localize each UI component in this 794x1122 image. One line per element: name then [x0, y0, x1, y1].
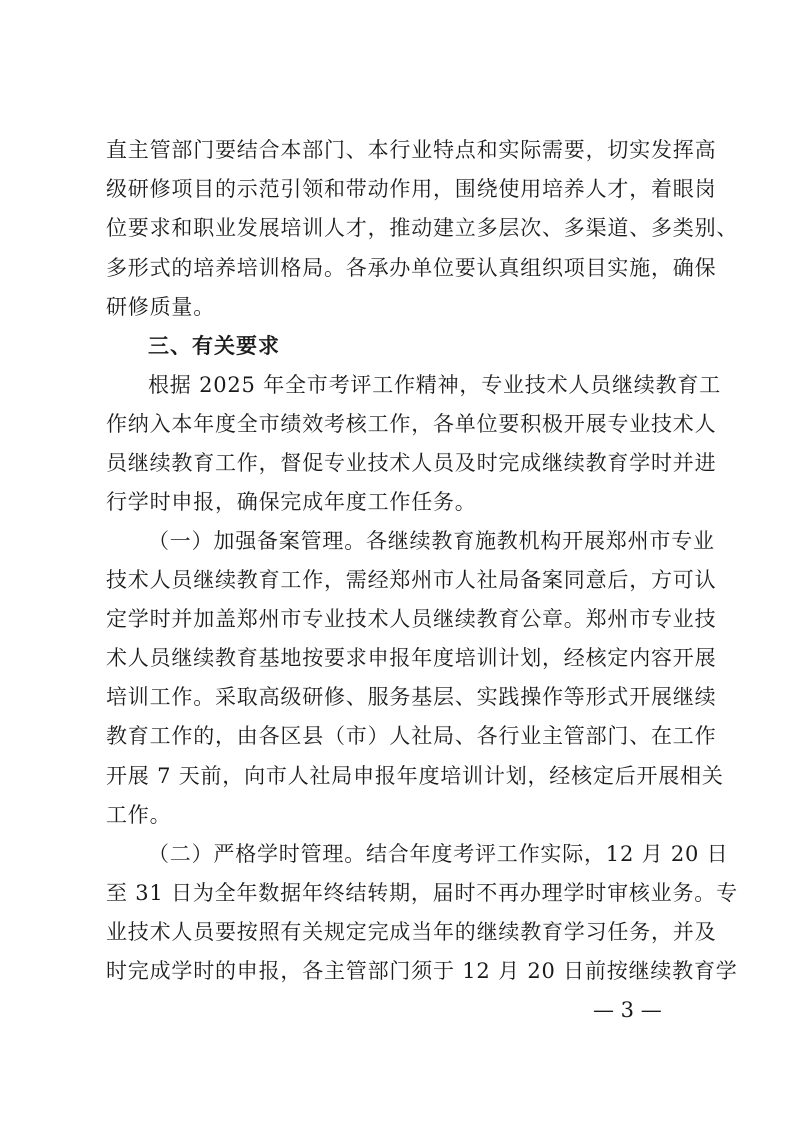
item1-line-2: 技术人员继续教育工作，需经郑州市人社局备案同意后，方可认 — [106, 568, 717, 592]
intro-line-3: 位要求和职业发展培训人才，推动建立多层次、多渠道、多类别、 — [106, 216, 739, 240]
item2-line-2: 至 31 日为全年数据年终结转期，届时不再办理学时审核业务。专 — [106, 881, 738, 905]
item1-line-7: 开展 7 天前，向市人社局申报年度培训计划，经核定后开展相关 — [106, 764, 724, 788]
intro-line-5: 研修质量。 — [106, 295, 215, 319]
item2-first-line-text: 结合年度考评工作实际，12 月 20 日 — [366, 842, 729, 866]
intro-line-2: 级研修项目的示范引领和带动作用，围绕使用培养人才，着眼岗 — [106, 177, 717, 201]
section-line-1: 根据 2025 年全市考评工作精神，专业技术人员继续教育工 — [148, 373, 721, 397]
item1-line-5: 培训工作。采取高级研修、服务基层、实践操作等形式开展继续 — [106, 685, 717, 709]
item1-first-line — [148, 529, 715, 553]
section-line-2: 作纳入本年度全市绩效考核工作，各单位要积极开展专业技术人 — [106, 412, 717, 436]
item2-title: （二）严格学时管理。 — [148, 842, 366, 866]
item1-line-4: 术人员继续教育基地按要求申报年度培训计划，经核定内容开展 — [106, 646, 717, 670]
item1-line-3: 定学时并加盖郑州市专业技术人员继续教育公章。郑州市专业技 — [106, 607, 717, 631]
section-heading: 三、有关要求 — [148, 334, 280, 358]
item2-first-line — [148, 842, 728, 866]
item1-line-8: 工作。 — [106, 803, 172, 827]
item2-line-3: 业技术人员要按照有关规定完成当年的继续教育学习任务，并及 — [106, 920, 717, 944]
item1-line-6: 教育工作的，由各区县（市）人社局、各行业主管部门、在工作 — [106, 724, 717, 748]
item1-first-line-text: 各继续教育施教机构开展郑州市专业 — [366, 529, 715, 553]
item2-line-4: 时完成学时的申报，各主管部门须于 12 月 20 日前按继续教育学 — [106, 959, 738, 983]
intro-line-4: 多形式的培养培训格局。各承办单位要认真组织项目实施，确保 — [106, 256, 717, 280]
page-number: — 3 — — [593, 998, 662, 1022]
intro-line-1: 直主管部门要结合本部门、本行业特点和实际需要，切实发挥高 — [106, 138, 717, 162]
item1-title: （一）加强备案管理。 — [148, 529, 366, 553]
section-line-4: 行学时申报，确保完成年度工作任务。 — [106, 490, 477, 514]
section-line-3: 员继续教育工作，督促专业技术人员及时完成继续教育学时并进 — [106, 451, 717, 475]
